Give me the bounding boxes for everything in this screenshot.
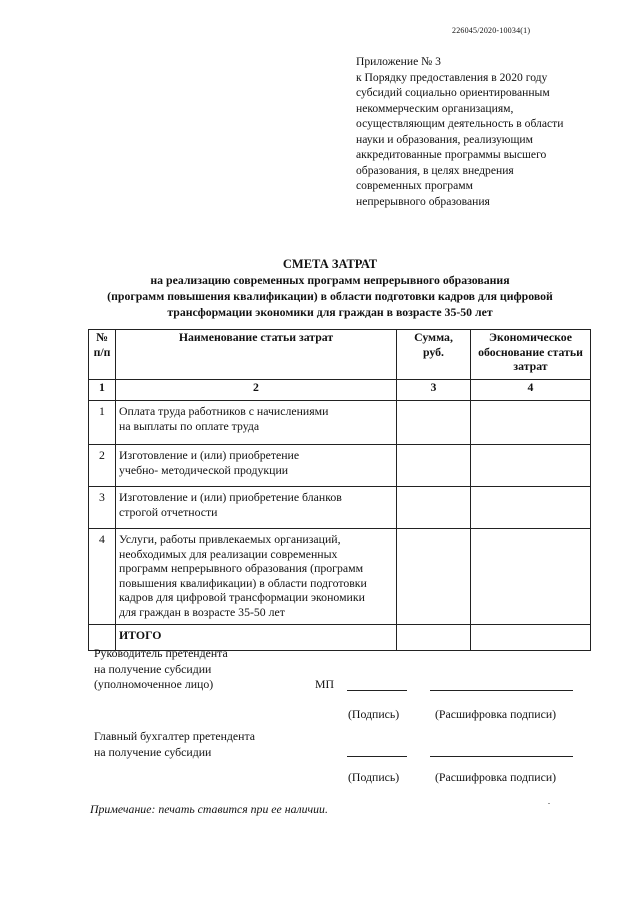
accountant-signature-line[interactable] bbox=[347, 756, 407, 757]
accountant-decoding-line[interactable] bbox=[430, 756, 573, 757]
row-sum-cell[interactable] bbox=[397, 401, 471, 445]
cost-estimate-table bbox=[88, 329, 591, 651]
appendix-block bbox=[356, 54, 606, 209]
accountant-decoding-caption: (Расшифровка подписи) bbox=[435, 770, 557, 784]
table-row bbox=[89, 445, 591, 487]
title-line: (программ повышения квалификации) в области подготовки кадров для цифровой bbox=[107, 289, 553, 303]
table-header-row bbox=[89, 330, 591, 380]
appendix-line: образования, в целях внедрения bbox=[356, 163, 514, 177]
total-basis-cell[interactable] bbox=[471, 625, 591, 651]
column-number: 1 bbox=[89, 380, 116, 401]
stamp-place-label: МП bbox=[315, 677, 335, 691]
head-decoding-line[interactable] bbox=[430, 690, 573, 691]
row-number: 2 bbox=[89, 445, 116, 487]
row-basis-cell[interactable] bbox=[471, 529, 591, 625]
header-num: № п/п bbox=[89, 330, 116, 380]
header-sum: Сумма, руб. bbox=[397, 330, 471, 380]
row-sum-cell[interactable] bbox=[397, 445, 471, 487]
appendix-line: науки и образования, реализующим bbox=[356, 132, 533, 146]
title-line: трансформации экономики для граждан в возрасте 35-50 лет bbox=[167, 305, 493, 319]
appendix-line: некоммерческим организациям, bbox=[356, 101, 514, 115]
total-label: ИТОГО bbox=[116, 625, 397, 651]
column-number: 4 bbox=[471, 380, 591, 401]
row-basis-cell[interactable] bbox=[471, 445, 591, 487]
head-signatory-label: Руководитель претендента на получение субсидии (уполномоченное лицо) bbox=[94, 646, 228, 691]
row-number: 3 bbox=[89, 487, 116, 529]
title-heading: СМЕТА ЗАТРАТ bbox=[282, 257, 378, 271]
column-numbers-row bbox=[89, 380, 591, 401]
row-number: 4 bbox=[89, 529, 116, 625]
head-signature-caption: (Подпись) bbox=[348, 707, 400, 721]
row-name: Изготовление и (или) приобретение бланков строгой отчетности bbox=[116, 487, 397, 529]
column-number: 3 bbox=[397, 380, 471, 401]
row-name: Услуги, работы привлекаемых организаций, необходимых для реализации современных программ непрерывного образования (программ повышения квалификации) в области подготовки кадров для цифровой трансформации экономики для граждан в возрасте 35-50 лет bbox=[116, 529, 397, 625]
row-name: Оплата труда работников с начислениями на выплаты по оплате труда bbox=[116, 401, 397, 445]
row-basis-cell[interactable] bbox=[471, 401, 591, 445]
table-row bbox=[89, 401, 591, 445]
total-sum-cell[interactable] bbox=[397, 625, 471, 651]
appendix-line: современных программ bbox=[356, 179, 473, 192]
footnote: Примечание: печать ставится при ее наличии. bbox=[90, 802, 328, 816]
appendix-line: Приложение № 3 bbox=[356, 55, 441, 68]
row-sum-cell[interactable] bbox=[397, 487, 471, 529]
header-basis: Экономическое обоснование статьи затрат bbox=[471, 330, 591, 380]
head-decoding-caption: (Расшифровка подписи) bbox=[435, 707, 557, 721]
appendix-line: к Порядку предоставления в 2020 году bbox=[356, 70, 548, 84]
row-sum-cell[interactable] bbox=[397, 529, 471, 625]
title-line: на реализацию современных программ непрерывного образования bbox=[150, 273, 510, 287]
scan-speck bbox=[548, 803, 550, 804]
appendix-line: непрерывного образования bbox=[356, 194, 490, 208]
row-number: 1 bbox=[89, 401, 116, 445]
accountant-signatory-label: Главный бухгалтер претендента на получение субсидии bbox=[94, 729, 256, 759]
appendix-line: субсидий социально ориентированным bbox=[356, 86, 550, 99]
appendix-line: осуществляющим деятельность в области bbox=[356, 117, 564, 130]
row-basis-cell[interactable] bbox=[471, 487, 591, 529]
header-name: Наименование статьи затрат bbox=[116, 330, 397, 380]
document-number: 226045/2020-10034(1) bbox=[452, 26, 531, 35]
head-signature-line[interactable] bbox=[347, 690, 407, 691]
table-row bbox=[89, 529, 591, 625]
appendix-line: аккредитованные программы высшего bbox=[356, 148, 547, 161]
table-row bbox=[89, 487, 591, 529]
row-name: Изготовление и (или) приобретение учебно- методической продукции bbox=[116, 445, 397, 487]
accountant-signature-caption: (Подпись) bbox=[348, 770, 400, 784]
document-title bbox=[60, 256, 600, 320]
column-number: 2 bbox=[116, 380, 397, 401]
